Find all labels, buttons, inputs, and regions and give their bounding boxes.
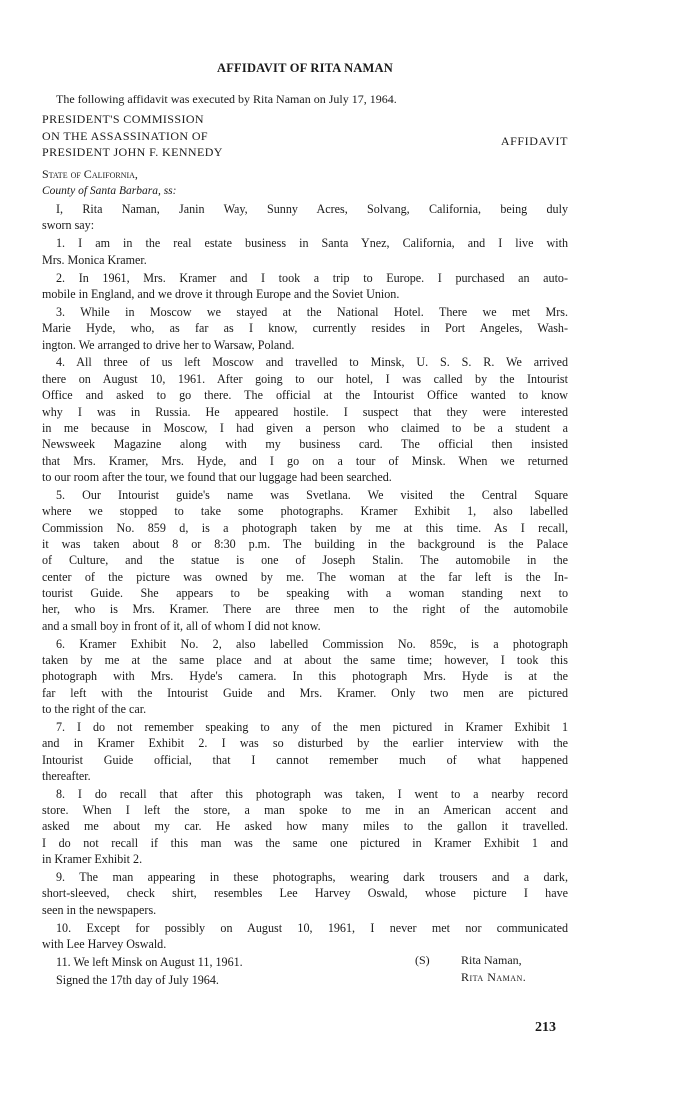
text-line: mobile in England, and we drove it through Europe and the Soviet Union. bbox=[42, 286, 400, 301]
text-line: it was taken about 8 or 8:30 p.m. The building in the background is the Palace bbox=[42, 536, 568, 551]
venue-block bbox=[42, 166, 177, 200]
paragraph bbox=[42, 235, 568, 268]
commission-header bbox=[42, 111, 223, 161]
document-title: AFFIDAVIT OF RITA NAMAN bbox=[216, 61, 394, 75]
text-line: I do not recall if this man was the same one pictured in Kramer Exhibit 1 and bbox=[42, 835, 568, 850]
commission-line: ON THE ASSASSINATION OF bbox=[42, 128, 209, 143]
text-line: 11. We left Minsk on August 11, 1961. bbox=[56, 955, 243, 969]
text-line: and in Kramer Exhibit 2. I was so disturbed by the earlier interview with the bbox=[42, 736, 568, 751]
signature-block bbox=[415, 952, 526, 986]
text-line: to the right of the car. bbox=[42, 701, 147, 716]
text-line: Newsweek Magazine along with my business card. The official then insisted bbox=[42, 437, 568, 452]
affidavit-label: AFFIDAVIT bbox=[500, 134, 568, 148]
intro-sentence: The following affidavit was executed by Rita Naman on July 17, 1964. bbox=[56, 92, 397, 106]
text-line: why I was in Russia. He appeared hostile. I suspect that they were interested bbox=[42, 404, 568, 419]
text-line: I, Rita Naman, Janin Way, Sunny Acres, Solvang, California, being duly bbox=[56, 202, 568, 216]
page-number: 213 bbox=[535, 1020, 556, 1035]
text-line: short-sleeved, check shirt, resembles Lee Harvey Oswald, whose picture I have bbox=[42, 886, 568, 901]
text-line: Signed the 17th day of July 1964. bbox=[56, 972, 219, 987]
commission-line: PRESIDENT JOHN F. KENNEDY bbox=[42, 145, 223, 159]
paragraph bbox=[42, 869, 568, 918]
text-line: sworn say: bbox=[42, 218, 95, 233]
signature-name: Rita Naman, bbox=[461, 953, 522, 967]
text-line: photograph with Mrs. Hyde's camera. In this photograph Mrs. Hyde is at the bbox=[42, 669, 568, 684]
text-line: with Lee Harvey Oswald. bbox=[42, 937, 167, 952]
paragraph bbox=[42, 719, 568, 784]
text-line: 10. Except for possibly on August 10, 1961, I never met nor communicated bbox=[56, 920, 568, 935]
venue-county: County of Santa Barbara, ss: bbox=[42, 185, 177, 197]
text-line: 7. I do not remember speaking to any of the men pictured in Kramer Exhibit 1 bbox=[56, 719, 568, 734]
text-line: 4. All three of us left Moscow and travelled to Minsk, U. S. S. R. We arrived bbox=[56, 355, 568, 370]
text-line: Office and asked to go there. The official at the Intourist Office wanted to know bbox=[42, 388, 568, 403]
text-line: that Mrs. Kramer, Mrs. Hyde, and I go on a tour of Minsk. When we returned bbox=[42, 453, 568, 468]
paragraph bbox=[42, 636, 568, 718]
signature-printed-name: Rita Naman. bbox=[461, 970, 527, 984]
text-line: of Culture, and the statue is one of Joseph Stalin. The automobile in the bbox=[42, 553, 568, 568]
paragraph bbox=[42, 487, 568, 634]
venue-state: State of California, bbox=[42, 167, 138, 181]
text-line: there on August 10, 1961. After going to our hotel, I was called by the Intourist bbox=[42, 371, 568, 386]
paragraph bbox=[42, 920, 568, 953]
text-line: 9. The man appearing in these photographs, wearing dark trousers and a dark, bbox=[56, 870, 568, 885]
text-line: 8. I do recall that after this photograph was taken, I went to a nearby record bbox=[56, 786, 568, 801]
text-line: and a small boy in front of it, all of whom I did not know. bbox=[42, 618, 321, 633]
text-line: where we stopped to take some photographs. Kramer Exhibit 1, also labelled bbox=[42, 504, 568, 519]
text-line: 6. Kramer Exhibit No. 2, also labelled Commission No. 859c, is a photograph bbox=[56, 636, 568, 651]
affidavit-body bbox=[42, 201, 568, 990]
text-line: in me because in Moscow, I had given a person who claimed to be a student a bbox=[42, 420, 568, 435]
text-line: to our room after the tour, we found that our luggage had been searched. bbox=[42, 469, 392, 484]
text-line: 1. I am in the real estate business in Santa Ynez, California, and I live with bbox=[56, 236, 568, 251]
text-line: ington. We arranged to drive her to Warsaw, Poland. bbox=[42, 337, 295, 352]
text-line: 3. While in Moscow we stayed at the National Hotel. There we met Mrs. bbox=[56, 304, 568, 319]
text-line: taken by me at the same place and at about the same time; however, I took this bbox=[42, 652, 568, 667]
text-line: center of the picture was owned by me. The woman at the far left is the In- bbox=[42, 569, 568, 584]
text-line: Mrs. Monica Kramer. bbox=[42, 252, 147, 267]
text-line: Commission No. 859 d, is a photograph taken by me at this time. As I recall, bbox=[42, 520, 568, 535]
text-line: seen in the newspapers. bbox=[42, 902, 157, 917]
paragraph bbox=[42, 304, 568, 353]
text-line: Intourist Guide official, that I cannot remember much of what happened bbox=[42, 752, 568, 767]
paragraph bbox=[42, 786, 568, 868]
text-line: asked me about my car. He asked how many miles to the gallon it travelled. bbox=[42, 819, 568, 834]
text-line: 2. In 1961, Mrs. Kramer and I took a trip to Europe. I purchased an auto- bbox=[56, 270, 568, 285]
commission-line: PRESIDENT'S COMMISSION bbox=[42, 112, 204, 126]
paragraph bbox=[42, 270, 568, 303]
paragraph bbox=[42, 354, 568, 485]
signature-mark: (S) bbox=[415, 953, 430, 967]
text-line: tourist Guide. She appears to be speaking with a woman standing next to bbox=[42, 585, 568, 600]
text-line: thereafter. bbox=[42, 768, 91, 783]
text-line: in Kramer Exhibit 2. bbox=[42, 852, 143, 867]
text-line: far left with the Intourist Guide and Mrs. Kramer. Only two men are pictured bbox=[42, 685, 568, 700]
text-line: store. When I left the store, a man spoke to me in an American accent and bbox=[42, 803, 568, 818]
text-line: Marie Hyde, who, as far as I know, currently resides in Port Angeles, Wash- bbox=[42, 321, 568, 336]
paragraph bbox=[42, 201, 568, 234]
text-line: 5. Our Intourist guide's name was Svetlana. We visited the Central Square bbox=[56, 487, 568, 502]
text-line: her, who is Mrs. Kramer. There are three men to the right of the automobile bbox=[42, 602, 568, 617]
